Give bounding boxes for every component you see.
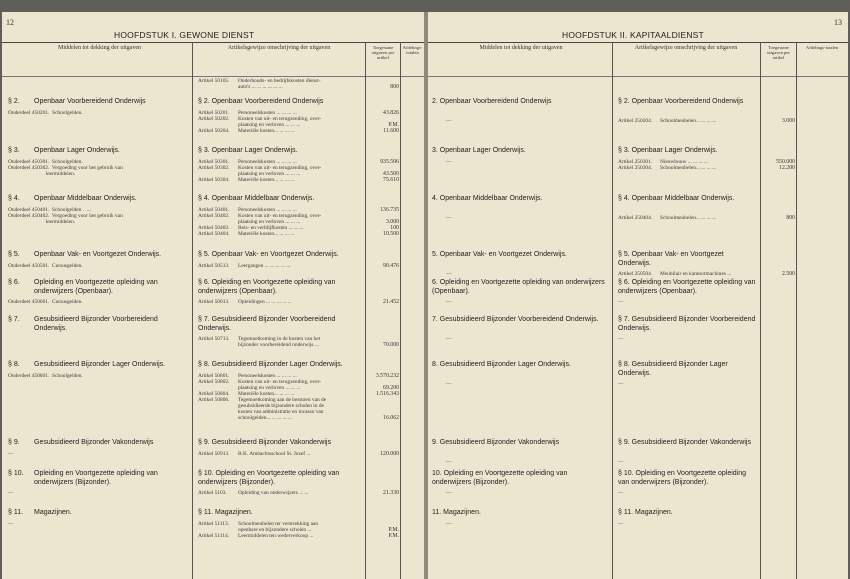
section-title-articles: § 9. Gesubsidieerd Bijzonder Vakonderwijs xyxy=(618,439,751,446)
article-description: Personeelskosten ... ... ... ... xyxy=(238,207,297,213)
article-description: Schoolmeubelen ter verstrekking aan xyxy=(238,521,319,527)
article-number: Artikel 50401. xyxy=(198,207,230,213)
section-title-means: Opleiding en Voortgezette opleiding van onderwijzers (Openbaar). xyxy=(34,279,158,295)
section-title-means: 10. Opleiding en Voortgezette opleiding van onderwijzers (Bijzonder). xyxy=(432,470,568,486)
article-amount: 12.200 xyxy=(779,165,795,171)
rule xyxy=(428,76,848,77)
article-description: Nieuwbouw ... ... ... ... xyxy=(660,159,708,165)
section-title-articles: § 4. Openbaar Middelbaar Onderwijs. xyxy=(198,195,315,202)
section-number: § 9. xyxy=(8,439,20,446)
article-description: Onderhouds- en bedrijfskosten dienst- xyxy=(238,78,321,84)
section-title-means: Opleiding en Voortgezette opleiding van onderwijzers (Bijzonder). xyxy=(34,470,158,486)
col-header-granted: Toegestane uitgaven per artikel xyxy=(767,45,790,61)
article-number: Artikel 50713. xyxy=(198,336,230,342)
section-title-means: 2. Openbaar Voorbereidend Onderwijs xyxy=(432,98,552,105)
article-amount: 136.735 xyxy=(380,207,399,213)
rule xyxy=(2,42,424,43)
col-header-means: Middelen tot dekking der uitgaven xyxy=(479,45,563,51)
article-number: Artikel 50403. xyxy=(198,225,230,231)
section-title-means: 3. Openbaar Lager Onderwijs. xyxy=(432,147,526,154)
col-header-means: Middelen tot dekking der uitgaven xyxy=(58,45,141,51)
article-description: Leermiddelen ten wederverkoop ... xyxy=(238,533,314,539)
means-entry: Onderdeel 450801. Schoolgelden. xyxy=(8,373,83,379)
article-description: Personeelskosten ... ... ... ... xyxy=(238,159,297,165)
article-description: Kosten van uit- en terugzending, over- xyxy=(238,116,322,122)
article-amount: 43.826 xyxy=(383,110,399,116)
article-number: Artikel 250504. xyxy=(618,271,653,277)
article-description: Materiële kosten... ... ... ... xyxy=(238,177,295,183)
section-title-articles: § 5. Openbaar Vak- en Voortgezet Onderwijs. xyxy=(198,251,339,258)
section-number: § 6. xyxy=(8,279,20,286)
article-number: Artikel 50804. xyxy=(198,391,230,397)
section-number: § 2. xyxy=(8,98,20,105)
section-title-means: 5. Openbaar Vak- en Voortgezet Onderwijs. xyxy=(432,251,567,258)
article-number: Artikel 50613. xyxy=(198,299,230,305)
article-number: Artikel 50806. xyxy=(198,397,230,403)
dash: — xyxy=(8,521,14,527)
article-number: Artikel 250204. xyxy=(618,118,653,124)
article-number: Artikel 5103. xyxy=(198,490,227,496)
dash: — xyxy=(618,521,624,527)
article-amount: 69.200 xyxy=(383,385,399,391)
section-title-means: Openbaar Middelbaar Onderwijs. xyxy=(34,195,137,202)
article-amount: 800 xyxy=(390,84,399,90)
section-title-articles: § 2. Openbaar Voorbereidend Onderwijs xyxy=(198,98,324,105)
article-description: Kosten van uit- en terugzending, over- xyxy=(238,213,322,219)
right-page xyxy=(428,12,848,579)
section-title-articles: § 5. Openbaar Vak- en Voortgezet Onderwijs. xyxy=(618,251,724,267)
article-amount: 3.000 xyxy=(385,219,399,225)
section-title-articles: § 6. Opleiding en Voortgezette opleiding van onderwijzers (Openbaar). xyxy=(198,279,336,295)
page-number-left: 12 xyxy=(6,18,14,27)
dash: — xyxy=(446,299,452,305)
section-title-means: 8. Gesubsidieerd Bijzonder Lager Onderwijs. xyxy=(432,361,571,368)
section-title-articles: § 10. Opleiding en Voortgezette opleiding van onderwijzers (Bijzonder). xyxy=(198,470,340,486)
dash: — xyxy=(618,490,624,496)
article-description: R.K. Ambachtsschool St. Jozef ... xyxy=(238,451,311,457)
article-description: Kosten van uit- en terugzending, over- xyxy=(238,165,322,171)
section-number: § 10. xyxy=(8,470,24,477)
section-number: § 5. xyxy=(8,251,20,258)
article-number: Artikel 51114. xyxy=(198,533,230,539)
section-title-means: Gesubsidieerd Bijzonder Lager Onderwijs. xyxy=(34,361,166,368)
article-description: gesubsidieerde bijzondere scholen in de xyxy=(238,403,324,409)
article-description: Materiële kosten... ... ... ... xyxy=(238,128,295,134)
article-description: Opleidingen ... ... ... ... ... xyxy=(238,299,292,305)
section-title-articles: § 2. Openbaar Voorbereidend Onderwijs xyxy=(618,98,744,105)
article-description: Kosten van uit- en terugzending, over- xyxy=(238,379,322,385)
dash: — xyxy=(446,459,452,465)
dash: — xyxy=(446,159,452,165)
article-amount: P.M. xyxy=(388,527,399,533)
dash: — xyxy=(618,299,624,305)
dash: — xyxy=(446,381,452,387)
article-number: Artikel 50304. xyxy=(198,177,230,183)
section-title-means: Magazijnen. xyxy=(34,509,72,516)
section-title-articles: § 11. Magazijnen. xyxy=(618,509,673,516)
dash: — xyxy=(446,215,452,221)
article-number: Artikel 50801. xyxy=(198,373,230,379)
article-number: Artikel 50105. xyxy=(198,78,230,84)
article-description: plaatsing en verloven ... ... ... xyxy=(238,171,301,177)
means-entry: Onderdeel 450501. Cursusgelden. xyxy=(8,263,83,269)
section-title-articles: § 3. Openbaar Lager Onderwijs. xyxy=(198,147,298,154)
left-page xyxy=(2,12,424,579)
rule xyxy=(2,76,424,77)
article-amount: 100 xyxy=(390,225,399,231)
article-amount: 90.476 xyxy=(383,263,399,269)
section-title-means: 9. Gesubsidieerd Bijzonder Vakonderwijs xyxy=(432,439,560,446)
col-header-totals: Afdelings-totalen xyxy=(805,45,839,50)
section-title-articles: § 4. Openbaar Middelbaar Onderwijs. xyxy=(618,195,735,202)
article-description: Materiële kosten... ... ... ... xyxy=(238,391,295,397)
section-title-articles: § 7. Gesubsidieerd Bijzonder Voorbereidend Onderwijs. xyxy=(618,316,756,332)
article-number: Artikel 50913. xyxy=(198,451,230,457)
article-amount: 21.330 xyxy=(383,490,399,496)
section-title-means: Gesubsidieerd Bijzonder Voorbereidend Onderwijs. xyxy=(34,316,158,332)
article-amount: P.M. xyxy=(388,122,399,128)
section-number: § 4. xyxy=(8,195,20,202)
article-description: Leergangen ... ... ... ... ... xyxy=(238,263,291,269)
article-amount: 550.000 xyxy=(776,159,795,165)
article-description: Schoolmeubelen... ... ... ... xyxy=(660,118,717,124)
section-number: § 11. xyxy=(8,509,24,516)
article-amount: 800 xyxy=(786,215,795,221)
section-title-means: Openbaar Vak- en Voortgezet Onderwijs. xyxy=(34,251,162,258)
page-number-right: 13 xyxy=(834,18,842,27)
article-description: auto's ... ... ... ... ... ... xyxy=(238,84,283,90)
article-description: plaatsing en verloven ... ... ... xyxy=(238,219,301,225)
section-title-articles: § 9. Gesubsidieerd Bijzonder Vakonderwijs xyxy=(198,439,331,446)
article-description: Schoolmeubelen... ... ... ... xyxy=(660,215,717,221)
means-entry: Onderdeel 450402. Vergoeding voor het gebruik van xyxy=(8,213,123,219)
dash: — xyxy=(446,490,452,496)
article-amount: 11.600 xyxy=(383,128,399,134)
article-description: Materiële kosten... ... ... ... xyxy=(238,231,295,237)
article-number: Artikel 250404. xyxy=(618,215,653,221)
section-number: § 8. xyxy=(8,361,20,368)
article-description: openbare en bijzondere scholen ... xyxy=(238,527,312,533)
dash: — xyxy=(8,451,14,457)
article-number: Artikel 50201. xyxy=(198,110,230,116)
means-entry: Onderdeel 450301. Schoolgelden. xyxy=(8,159,83,165)
col-header-granted: Toegestane uitgaven per artikel xyxy=(371,45,395,61)
article-description: plaatsing en verloven ... ... ... xyxy=(238,122,301,128)
column-divider xyxy=(400,42,401,579)
means-entry: Onderdeel 450401. Schoolgelden . ... xyxy=(8,207,91,213)
dash: — xyxy=(446,336,452,342)
article-amount: 16.062 xyxy=(383,415,399,421)
article-number: Artikel 50404. xyxy=(198,231,230,237)
section-title-means: Gesubsidieerd Bijzonder Vakonderwijs xyxy=(34,439,154,446)
section-title-articles: § 6. Opleiding en Voortgezette opleiding van onderwijzers (Openbaar). xyxy=(618,279,756,295)
article-number: Artikel 50402. xyxy=(198,213,230,219)
dash: — xyxy=(446,521,452,527)
section-title-means: 6. Opleiding en Voortgezette opleiding van onderwijzers (Openbaar). xyxy=(432,279,605,295)
article-amount: 3.000 xyxy=(781,118,795,124)
article-description: Personeelskosten ... ... ... ... xyxy=(238,110,297,116)
article-number: Artikel 50202. xyxy=(198,116,230,122)
dash: — xyxy=(446,118,452,124)
article-amount: 3.570.232 xyxy=(375,373,399,379)
article-description: schoolgelden... ... ... ... ... xyxy=(238,415,293,421)
article-description: Opleiding van onderwijzers ... ... xyxy=(238,490,309,496)
col-header-articles: Artikelsgewijze omschrijving der uitgaven xyxy=(634,45,738,51)
article-amount: 10.500 xyxy=(383,231,399,237)
article-number: Artikel 51113. xyxy=(198,521,230,527)
section-title-articles: § 8. Gesubsidieerd Bijzonder Lager Onderwijs. xyxy=(618,361,728,377)
means-entry: Onderdeel 450201. Schoolgelden. xyxy=(8,110,83,116)
article-number: Artikel 50513. xyxy=(198,263,230,269)
section-number: § 3. xyxy=(8,147,20,154)
article-number: Artikel 50302. xyxy=(198,165,230,171)
article-amount: 43.500 xyxy=(383,171,399,177)
article-amount: 935.506 xyxy=(380,159,399,165)
chapter-heading-left: HOOFDSTUK I. GEWONE DIENST xyxy=(114,30,255,40)
article-description: Meubilair en kantoormachines ... xyxy=(660,271,732,277)
article-amount: P.M. xyxy=(388,533,399,539)
article-description: plaatsing en verloven ... ... ... xyxy=(238,385,301,391)
section-title-articles: § 10. Opleiding en Voortgezette opleiding van onderwijzers (Bijzonder). xyxy=(618,470,747,486)
article-amount: 120.000 xyxy=(380,451,399,457)
col-header-totals: Afdelings-totalen xyxy=(402,45,423,56)
section-title-articles: § 7. Gesubsidieerd Bijzonder Voorbereidend Onderwijs. xyxy=(198,316,336,332)
article-description: Tegemoetkoming aan de besturen van de xyxy=(238,397,327,403)
section-title-means: Openbaar Lager Onderwijs. xyxy=(34,147,120,154)
article-description: bijzonder voorbereidend onderwijs ... xyxy=(238,342,319,348)
article-number: Artikel 50802. xyxy=(198,379,230,385)
section-title-means: 7. Gesubsidieerd Bijzonder Voorbereidend Onderwijs. xyxy=(432,316,599,323)
rule xyxy=(428,42,848,43)
section-title-articles: § 11. Magazijnen. xyxy=(198,509,253,516)
section-title-articles: § 8. Gesubsidieerd Bijzonder Lager Onderwijs. xyxy=(198,361,343,368)
article-description: kosten van administratie en incasso van xyxy=(238,409,324,415)
means-entry: leermiddelen. xyxy=(8,219,76,225)
article-number: Artikel 250304. xyxy=(618,165,653,171)
article-description: Reis- en verblijfkosten ... ... ... xyxy=(238,225,304,231)
section-title-means: 11. Magazijnen. xyxy=(432,509,481,516)
article-amount: 75.610 xyxy=(383,177,399,183)
dash: — xyxy=(618,459,624,465)
section-title-means: 4. Openbaar Middelbaar Onderwijs. xyxy=(432,195,543,202)
dash: — xyxy=(446,271,452,277)
article-description: Schoolmeubelen... ... ... ... xyxy=(660,165,717,171)
dash: — xyxy=(618,336,624,342)
section-title-means: Openbaar Voorbereidend Onderwijs xyxy=(34,98,146,105)
article-amount: 70.000 xyxy=(383,342,399,348)
means-entry: leermiddelen. xyxy=(8,171,76,177)
column-divider xyxy=(796,42,797,579)
means-entry: Onderdeel 450302. Vergoeding voor het gebruik van xyxy=(8,165,123,171)
column-divider xyxy=(612,42,613,579)
article-number: Artikel 250301. xyxy=(618,159,653,165)
column-divider xyxy=(192,42,193,579)
chapter-heading-right: HOOFDSTUK II. KAPITAALDIENST xyxy=(562,30,704,40)
article-description: Personeelskosten ... ... ... ... xyxy=(238,373,297,379)
article-number: Artikel 50204. xyxy=(198,128,230,134)
article-amount: 21.452 xyxy=(383,299,399,305)
article-number: Artikel 50301. xyxy=(198,159,230,165)
article-amount: 1.516.343 xyxy=(375,391,399,397)
col-header-articles: Artikelsgewijze omschrijving der uitgaven xyxy=(227,45,331,51)
dash: — xyxy=(8,490,14,496)
article-amount: 2.500 xyxy=(781,271,795,277)
section-title-articles: § 3. Openbaar Lager Onderwijs. xyxy=(618,147,718,154)
article-description: Tegemoetkoming in de kosten van het xyxy=(238,336,321,342)
section-number: § 7. xyxy=(8,316,20,323)
means-entry: Onderdeel 450601. Cursusgelden. xyxy=(8,299,83,305)
dash: — xyxy=(618,381,624,387)
